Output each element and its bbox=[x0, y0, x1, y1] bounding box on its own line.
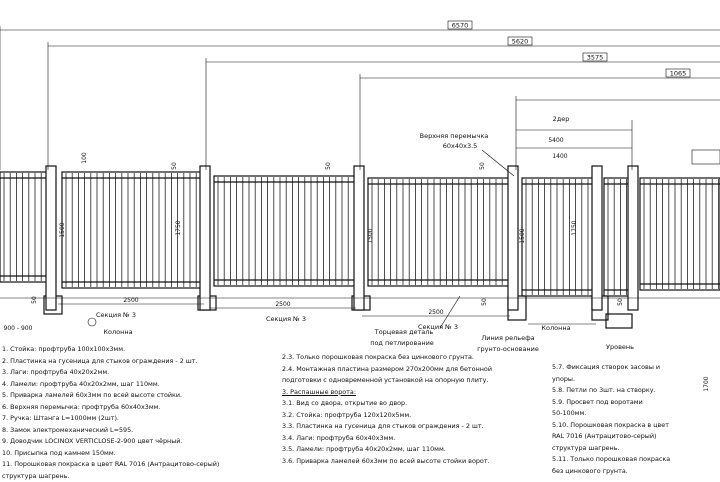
height-label-1: 1750 bbox=[175, 220, 182, 235]
height-label-2: 1500 bbox=[367, 228, 374, 243]
section-length-label-0: 2500 bbox=[123, 297, 138, 304]
section-length-label-1: 2500 bbox=[275, 301, 290, 308]
note-middle-line: подготовки с одновременной установкой на опорную плиту. bbox=[282, 375, 492, 387]
section-label-1: Секция № 3 bbox=[266, 315, 306, 323]
top-dimension-label-2: 3575 bbox=[587, 54, 604, 62]
height-label-0: 1500 bbox=[59, 222, 66, 237]
notes-right bbox=[552, 362, 670, 477]
ground-relief-sub-callout: грунто-основание bbox=[477, 345, 539, 353]
note-left-line: 6. Верхняя перемычка: профтруба 60х40х3мм. bbox=[2, 402, 219, 414]
ground-level-label: Уровень bbox=[606, 343, 634, 351]
note-left-line: 9. Доводчик LOCINOX VERTICLOSE-2-900 цвет чёрный. bbox=[2, 436, 219, 448]
note-left-line: 10. Присыпка под камнем 150мм. bbox=[2, 448, 219, 460]
note-right-line: 5.11. Только порошковая покраска bbox=[552, 454, 670, 466]
top-rail-leader bbox=[482, 150, 514, 176]
fence-post-3 bbox=[508, 166, 518, 310]
note-right-line: 5.10. Порошковая покраска в цвет bbox=[552, 420, 670, 432]
post-marker bbox=[88, 318, 96, 326]
note-right-line: 5.8. Петли по 3шт. на створку. bbox=[552, 385, 670, 397]
note-middle-line: 2.3. Только порошковая покраска без цинкового грунта. bbox=[282, 352, 492, 364]
height-label-11: 50 bbox=[617, 298, 624, 306]
height-label-6: 50 bbox=[325, 162, 332, 170]
ground-marker-box bbox=[606, 314, 632, 328]
note-left-line: 5. Приварка ламелей 60х3мм по всей высоте стойки. bbox=[2, 390, 219, 402]
height-label-4: 1750 bbox=[571, 220, 578, 235]
gate-leaf-end-sub-callout: под петлирование bbox=[370, 339, 434, 347]
note-right-line: структура шагрень. bbox=[552, 443, 670, 455]
right-title-box bbox=[692, 150, 720, 164]
height-label-12: 1700 bbox=[703, 376, 710, 391]
note-middle-line: 3.4. Лаги: профтруба 60х40х3мм. bbox=[282, 433, 492, 445]
gate-leaf-end-callout: Торцевая деталь bbox=[374, 328, 434, 336]
note-left-line: 2. Пластинка на гусеница для стыков ограждения - 2 шт. bbox=[2, 356, 219, 368]
section-label-0: Секция № 3 bbox=[96, 311, 136, 319]
note-left-line: 11. Порошковая покраска в цвет RAL 7016 (Антрацитово-серый) bbox=[2, 459, 219, 471]
gate-width-label: 2дер bbox=[553, 115, 570, 123]
notes-left bbox=[2, 344, 219, 482]
post-label-2: Колонна bbox=[541, 324, 570, 332]
top-dimension-label-0: 6570 bbox=[452, 22, 469, 30]
note-middle-line: 3.6. Приварка ламелей 60х3мм по всей высоте стойки ворот. bbox=[282, 456, 492, 468]
note-middle-line: 3.3. Пластинка на гусеница для стыков ограждения - 2 шт. bbox=[282, 421, 492, 433]
top-rail-callout: Верхняя перемычка bbox=[420, 132, 489, 140]
panel-frame-2 bbox=[214, 176, 356, 286]
note-right-line: без цинкового грунта. bbox=[552, 466, 670, 478]
wicket-width-label: 5400 bbox=[548, 137, 563, 144]
top-rail-size-callout: 60x40x3.5 bbox=[443, 142, 478, 150]
wicket-half-label: 1400 bbox=[552, 153, 567, 160]
panel-frame-6 bbox=[640, 178, 720, 290]
height-label-8: 100 bbox=[81, 152, 88, 164]
note-right-line: RAL 7016 (Антрацитово-серый) bbox=[552, 431, 670, 443]
fence-post-0 bbox=[46, 166, 56, 310]
panel-frame-3 bbox=[368, 178, 510, 286]
fence-post-5 bbox=[628, 166, 638, 310]
note-right-line: 5.9. Просвет под воротами bbox=[552, 397, 670, 409]
note-middle-line: 3. Распашные ворота: bbox=[282, 387, 492, 399]
note-left-line: 7. Ручка: Штанга L=1000мм (2шт). bbox=[2, 413, 219, 425]
notes-middle bbox=[282, 352, 492, 467]
height-label-5: 50 bbox=[171, 162, 178, 170]
note-left-line: 1. Стойка: профтруба 100х100х3мм. bbox=[2, 344, 219, 356]
bottom-left-dimension: 900 - 900 bbox=[4, 325, 33, 332]
fence-post-1 bbox=[200, 166, 210, 310]
height-label-3: 1500 bbox=[519, 228, 526, 243]
post-label: Колонна bbox=[103, 328, 132, 336]
note-middle-line: 2.4. Монтажная пластина размером 270х200мм для бетонной bbox=[282, 364, 492, 376]
section-label-2: Секция № 3 bbox=[418, 323, 458, 331]
fence-post-4 bbox=[592, 166, 602, 310]
note-right-line: упоры. bbox=[552, 374, 670, 386]
note-left-line: 3. Лаги: профтруба 40х20х2мм. bbox=[2, 367, 219, 379]
height-label-9: 50 bbox=[31, 296, 38, 304]
note-left-line: 8. Замок электромеханический L=595. bbox=[2, 425, 219, 437]
ground-relief-callout: Линия рельефа bbox=[481, 334, 534, 342]
top-dimension-label-1: 5620 bbox=[512, 38, 529, 46]
height-label-10: 50 bbox=[481, 298, 488, 306]
note-middle-line: 3.1. Вид со двора, открытие во двор. bbox=[282, 398, 492, 410]
top-dimension-label-3: 1065 bbox=[670, 70, 687, 78]
note-right-line: 5.7. Фиксация створок засовы и bbox=[552, 362, 670, 374]
note-left-line: структура шагрень. bbox=[2, 471, 219, 482]
note-right-line: 50-100мм. bbox=[552, 408, 670, 420]
note-middle-line: 3.2. Стойка: профтруба 120х120х5мм. bbox=[282, 410, 492, 422]
height-label-7: 50 bbox=[479, 162, 486, 170]
fence-post-2 bbox=[354, 166, 364, 310]
section-length-label-2: 2500 bbox=[428, 309, 443, 316]
note-left-line: 4. Ламели: профтруба 40х20х2мм, шаг 110мм. bbox=[2, 379, 219, 391]
panel-frame-4 bbox=[522, 178, 594, 296]
note-middle-line: 3.5. Ламели: профтруба 40х20х2мм, шаг 110мм. bbox=[282, 444, 492, 456]
